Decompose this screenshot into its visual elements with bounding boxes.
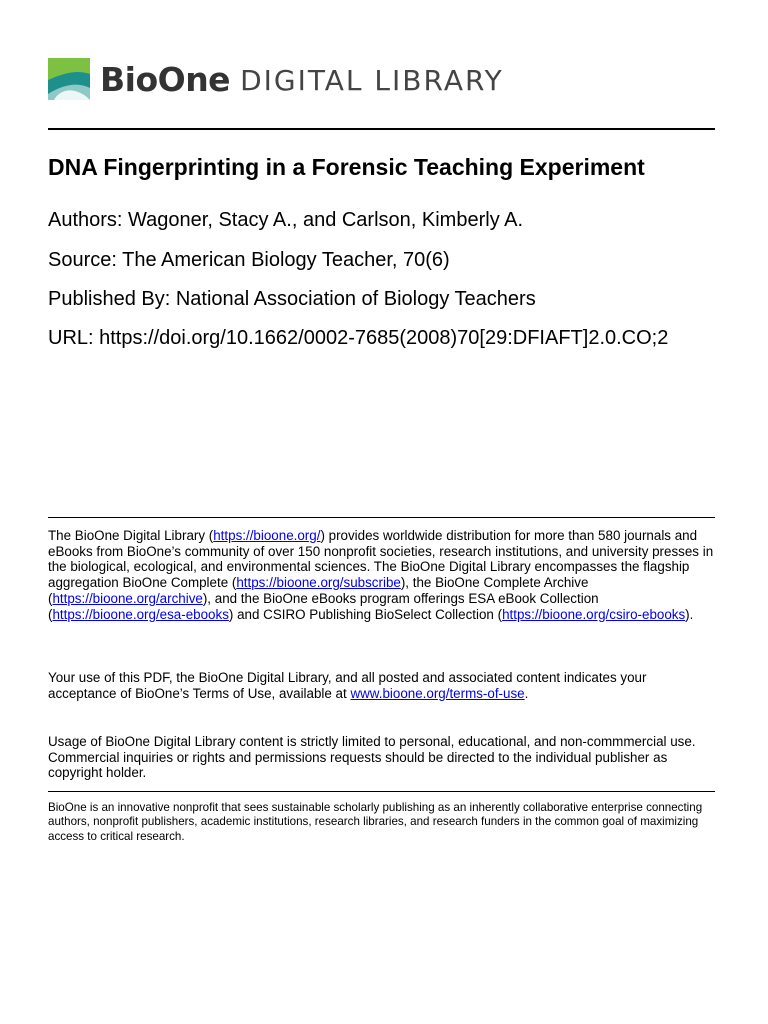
notice-text: ), and the BioOne eBooks program offerings ESA eBook Collection (: [48, 590, 599, 622]
logo-wordmark: BioOne: [100, 59, 231, 99]
notice-paragraph-distribution: [48, 528, 715, 622]
bioone-home-link[interactable]: https://bioone.org/: [213, 528, 321, 543]
notice-paragraph-usage: Usage of BioOne Digital Library content is strictly limited to personal, educational, and non-commmercial use. Commercial inquiries or rights and permissions requests should be directed to the individual publisher as copyright holder.: [48, 734, 696, 781]
notice-text: .: [524, 685, 529, 701]
esa-ebooks-link[interactable]: https://bioone.org/esa-ebooks: [52, 606, 229, 622]
article-title: DNA Fingerprinting in a Forensic Teaching Experiment: [48, 154, 645, 180]
terms-of-use-link[interactable]: www.bioone.org/terms-of-use: [350, 685, 525, 701]
archive-link[interactable]: https://bioone.org/archive: [52, 590, 203, 606]
notice-text: ), the BioOne Complete Archive (: [48, 575, 589, 606]
notice-text: ) and CSIRO Publishing BioSelect Collection (: [228, 606, 503, 622]
notice-paragraph-terms: [48, 670, 715, 701]
bioone-logo[interactable]: [48, 56, 504, 102]
article-authors: Authors: Wagoner, Stacy A., and Carlson, Kimberly A.: [48, 209, 524, 231]
notice-divider: [48, 517, 715, 518]
notice-text: ) provides worldwide distribution for more than 580 journals and eBooks from BioOne’s community of over 150 nonprofit societies, research institutions, and university presses in the biological, ecological, and environmental sciences. The BioOne Digital Library encompasses the flagship aggregation BioOne Complete (: [48, 528, 714, 591]
csiro-ebooks-link[interactable]: https://bioone.org/csiro-ebooks: [502, 606, 686, 622]
subscribe-link[interactable]: https://bioone.org/subscribe: [236, 575, 401, 591]
notice-paragraph-mission: BioOne is an innovative nonprofit that sees sustainable scholarly publishing as an inherently collaborative enterprise connecting authors, nonprofit publishers, academic institutions, research libraries, and research funders in the common goal of maximizing access to critical research.: [48, 801, 703, 843]
article-source: Source: The American Biology Teacher, 70(6): [48, 249, 450, 271]
header-divider: [48, 128, 715, 130]
article-url[interactable]: URL: https://doi.org/10.1662/0002-7685(2008)70[29:DFIAFT]2.0.CO;2: [48, 327, 669, 349]
notice-text: ).: [685, 606, 694, 622]
document-page: [48, 0, 715, 1024]
logo-subtext: DIGITAL LIBRARY: [240, 64, 504, 97]
notice-text: Your use of this PDF, the BioOne Digital Library, and all posted and associated content indicates your acceptance of BioOne’s Terms of Use, available at: [48, 670, 647, 701]
article-publisher: Published By: National Association of Biology Teachers: [48, 288, 536, 310]
bioone-logo-icon: [48, 58, 90, 100]
notice-text: The BioOne Digital Library (: [48, 528, 214, 543]
footer-divider: [48, 791, 715, 792]
